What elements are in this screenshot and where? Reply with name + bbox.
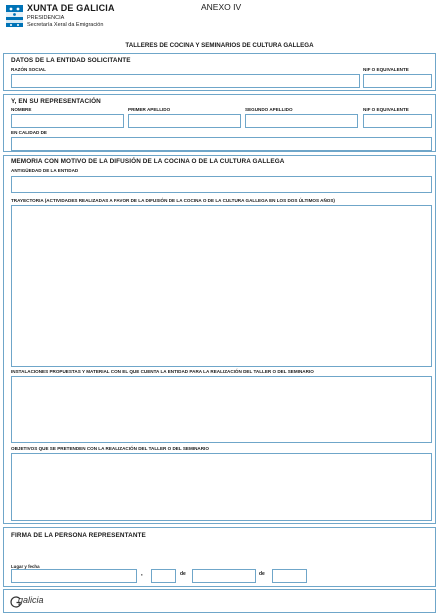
day-field[interactable]: [151, 569, 176, 583]
calidad-label: EN CALIDAD DE: [11, 130, 47, 135]
de-separator-2: de: [259, 571, 265, 577]
entity-section-title: DATOS DE LA ENTIDAD SOLICITANTE: [11, 57, 131, 64]
segundo-apellido-field[interactable]: [245, 114, 358, 128]
memoria-section-title: MEMORIA CON MOTIVO DE LA DIFUSIÓN DE LA COCINA O DE LA CULTURA GALLEGA: [11, 158, 285, 165]
antiguedad-label: ANTIGÜEDAD DE LA ENTIDAD: [11, 168, 79, 173]
antiguedad-field[interactable]: [11, 176, 432, 193]
representative-section: [3, 94, 436, 152]
trayectoria-field[interactable]: [11, 205, 432, 367]
razon-social-field[interactable]: [11, 74, 360, 88]
primer-apellido-field[interactable]: [128, 114, 241, 128]
signature-section: [3, 527, 436, 587]
primer-apellido-label: PRIMER APELLIDO: [128, 107, 171, 112]
annex-label: ANEXO IV: [201, 2, 242, 12]
comma-separator: ,: [141, 571, 143, 577]
entity-nif-label: NIF O EQUIVALENTE: [363, 67, 409, 72]
year-field[interactable]: [272, 569, 307, 583]
org-name: XUNTA DE GALICIA: [27, 3, 115, 13]
page-title: TALLERES DE COCINA Y SEMINARIOS DE CULTURA GALLEGA: [125, 42, 314, 49]
month-field[interactable]: [192, 569, 256, 583]
de-separator-1: de: [180, 571, 186, 577]
entity-nif-field[interactable]: [363, 74, 432, 88]
signature-section-title: FIRMA DE LA PERSONA REPRESENTANTE: [11, 532, 146, 539]
representative-nif-field[interactable]: [363, 114, 432, 128]
org-sub: Secretaría Xeral da Emigración: [27, 22, 104, 28]
razon-social-label: RAZÓN SOCIAL: [11, 67, 46, 72]
trayectoria-label: TRAYECTORIA (ACTIVIDADES REALIZADAS A FAVOR DE LA DIFUSIÓN DE LA COCINA O DE LA CULTURA GALLEGA EN LOS DOS ÚLTIMOS AÑOS): [11, 198, 335, 203]
representative-section-title: Y, EN SU REPRESENTACIÓN: [11, 98, 101, 105]
objetivos-label: OBJETIVOS QUE SE PRETENDEN CON LA REALIZACIÓN DEL TALLER O DEL SEMINARIO: [11, 446, 209, 451]
segundo-apellido-label: SEGUNDO APELLIDO: [245, 107, 293, 112]
memoria-section: [3, 155, 436, 524]
instalaciones-label: INSTALACIONES PROPUESTAS Y MATERIAL CON EL QUE CUENTA LA ENTIDAD PARA LA REALIZACIÓN DEL TALLER O DEL SEMINARIO: [11, 369, 314, 374]
header: [0, 0, 439, 50]
xunta-flag-icon: [6, 5, 23, 27]
calidad-field[interactable]: [11, 137, 432, 151]
nombre-label: NOMBRE: [11, 107, 32, 112]
representative-nif-label: NIF O EQUIVALENTE: [363, 107, 409, 112]
nombre-field[interactable]: [11, 114, 124, 128]
objetivos-field[interactable]: [11, 453, 432, 521]
org-dept: PRESIDENCIA: [27, 15, 65, 21]
lugar-fecha-label: Lugar y fecha: [11, 564, 40, 569]
footer: [3, 589, 436, 613]
instalaciones-field[interactable]: [11, 376, 432, 443]
lugar-field[interactable]: [11, 569, 137, 583]
footer-logo-text: galicia: [18, 595, 44, 605]
entity-section: [3, 53, 436, 91]
